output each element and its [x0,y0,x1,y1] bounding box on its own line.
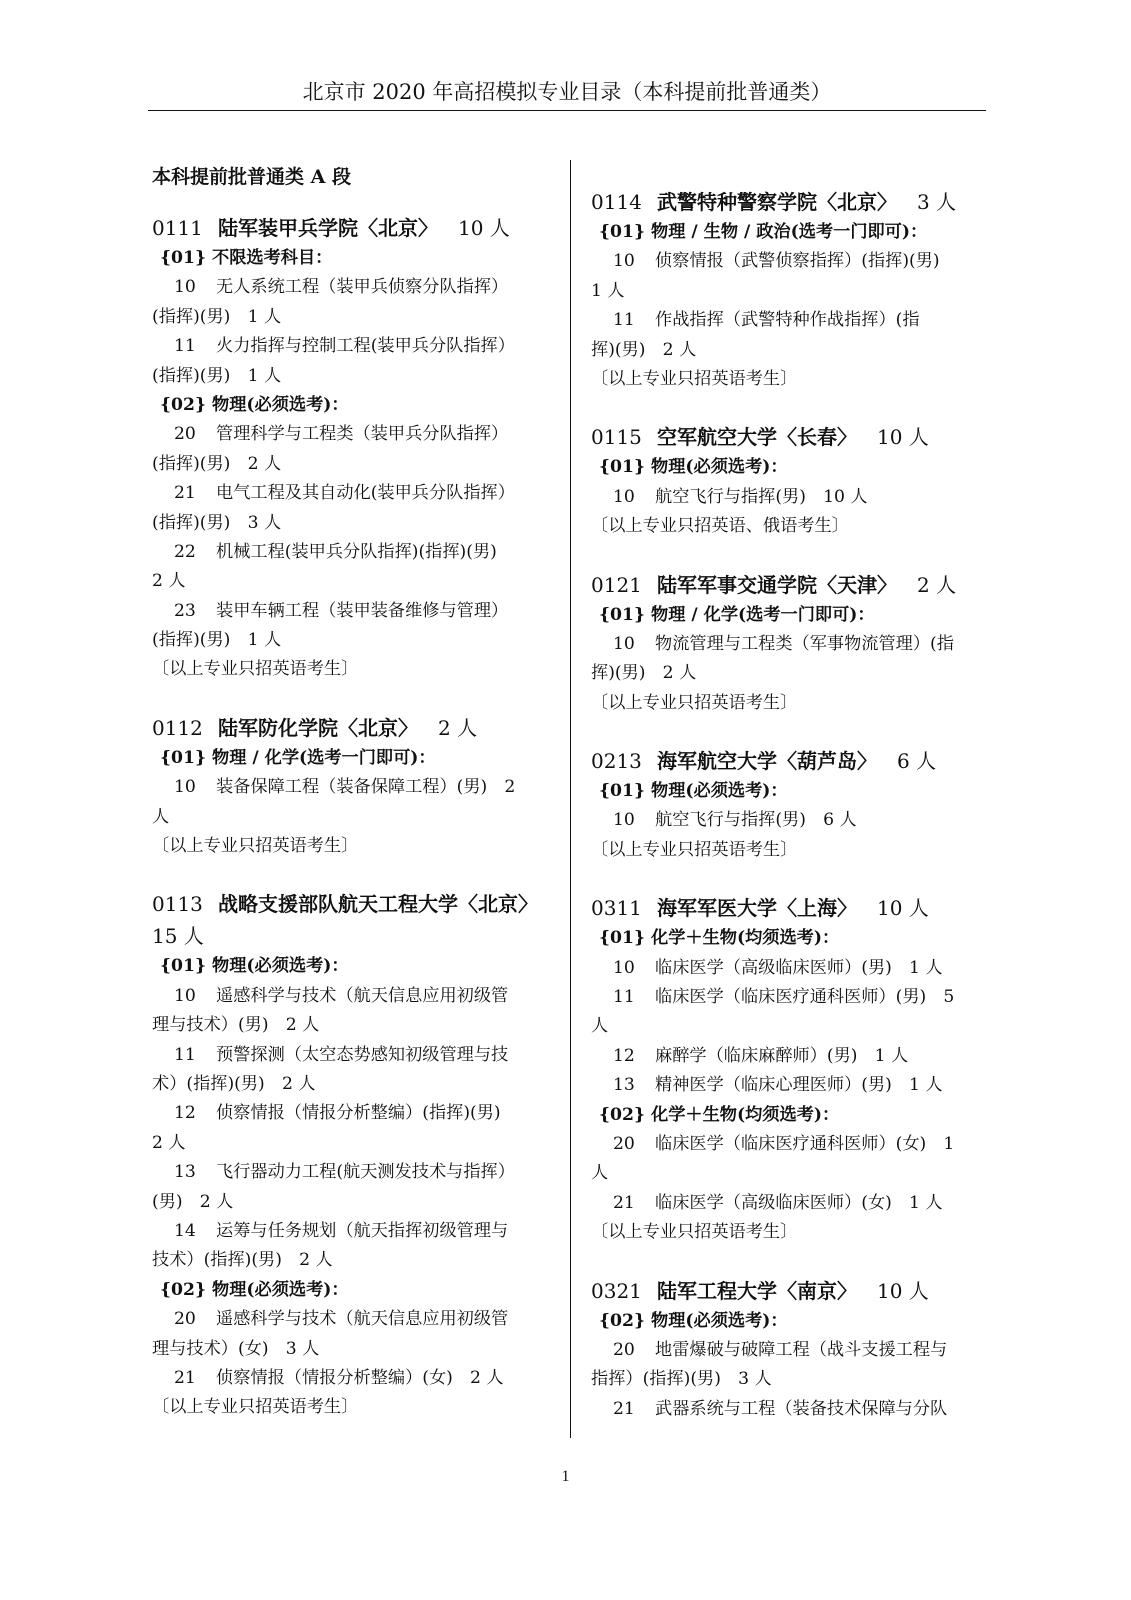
school-heading [591,745,991,777]
major-continuation: 术）(指挥)(男) 2 人 [152,1073,316,1094]
major-code: 14 [174,1220,196,1241]
subject-group: {02} 物理(必须选考)： [160,394,349,415]
major-text: 预警探测（太空态势感知初级管理与技 [216,1044,509,1065]
major-text: 物流管理与工程类（军事物流管理）(指 [655,633,954,654]
language-note: 〔以上专业只招英语考生〕 [591,368,798,389]
subject-group: {02} 物理(必须选考)： [599,1310,788,1331]
major-line [152,1305,552,1334]
school-heading [591,1275,991,1307]
major-code: 10 [613,810,635,831]
major-code: 11 [174,1044,196,1065]
major-text: 运筹与任务规划（航天指挥初级管理与 [216,1220,509,1241]
major-continuation: 技术）(指挥)(男) 2 人 [152,1250,333,1271]
major-code: 10 [174,985,196,1006]
school-name: 战略支援部队航天工程大学〈北京〉 [218,892,538,917]
subject-group: {02} 化学＋生物(均须选考)： [599,1104,840,1125]
major-code: 21 [174,483,196,504]
major-code: 11 [174,336,196,357]
school-code: 0112 [152,715,203,740]
school-name: 武警特种警察学院〈北京〉 [657,190,897,214]
major-continuation: 人 [591,1016,609,1037]
major-continuation: 人 [152,806,170,827]
major-line [152,773,552,802]
major-continuation: 理与技术）(男) 2 人 [152,1015,320,1036]
major-text: 无人系统工程（装甲兵侦察分队指挥） [216,277,509,298]
school-heading [591,892,991,924]
major-line [152,597,552,626]
school-name: 陆军防化学院〈北京〉 [218,715,418,740]
major-line [152,1158,552,1187]
major-code: 21 [613,1192,635,1213]
page-number: 1 [561,1468,570,1485]
major-continuation: 人 [591,1163,609,1184]
major-line [591,483,991,512]
major-text: 临床医学（高级临床医师）(男) 1 人 [655,957,943,978]
major-code: 20 [174,1309,196,1330]
major-code: 20 [613,1339,635,1360]
subject-group: {01} 物理 / 生物 / 政治(选考一门即可)： [599,222,928,242]
school-block-0311 [591,892,991,1247]
major-text: 机械工程(装甲兵分队指挥)(指挥)(男) [216,541,497,562]
subject-group: {01} 物理(必须选考)： [599,457,788,478]
major-code: 10 [613,486,635,507]
language-note: 〔以上专业只招英语考生〕 [152,1397,359,1418]
major-line [591,630,991,659]
major-code: 12 [613,1045,635,1066]
school-name: 海军军医大学〈上海〉 [657,896,857,921]
major-continuation: (指挥)(男) 1 人 [152,630,282,651]
school-quota: 10 人 [877,1278,929,1303]
major-code: 10 [174,777,196,798]
subject-group: {02} 物理(必须选考)： [160,1279,349,1300]
school-block-0111 [152,212,552,685]
language-note: 〔以上专业只招英语考生〕 [591,839,798,860]
school-block-0114 [591,186,991,394]
column-divider [570,160,571,1438]
school-block-0112 [152,712,552,862]
header-rule [148,110,986,111]
language-note: 〔以上专业只招英语考生〕 [152,836,359,857]
subject-group: {01} 物理 / 化学(选考一门即可)： [599,604,875,625]
major-code: 20 [174,424,196,445]
school-code: 0121 [591,572,642,597]
major-line [152,479,552,508]
major-line [591,306,991,335]
major-text: 侦察情报（情报分析整编）(指挥)(男) [216,1103,501,1124]
school-name: 海军航空大学〈葫芦岛〉 [657,749,877,774]
major-line [591,806,991,835]
school-code: 0321 [591,1278,642,1303]
section-title: 本科提前批普通类 A 段 [152,166,351,188]
school-quota: 10 人 [877,425,929,450]
language-note: 〔以上专业只招英语考生〕 [591,1222,798,1243]
page-header-title: 北京市 2020 年高招模拟专业目录（本科提前批普通类） [302,80,832,104]
school-quota: 3 人 [917,190,957,214]
major-text: 临床医学（临床医疗通科医师）(男) 5 [655,987,955,1008]
major-text: 遥感科学与技术（航天信息应用初级管 [216,1309,509,1330]
school-code: 0213 [591,749,642,774]
school-quota: 2 人 [438,715,478,740]
left-column [152,160,552,1450]
major-continuation: (男) 2 人 [152,1191,234,1212]
major-continuation: 理与技术）(女) 3 人 [152,1338,320,1359]
school-name: 陆军军事交通学院〈天津〉 [657,572,897,597]
major-continuation: 2 人 [152,1132,186,1153]
subject-group: {01} 化学＋生物(均须选考)： [599,928,840,949]
major-text: 航空飞行与指挥(男) 6 人 [655,810,857,831]
subject-group: {01} 物理 / 化学(选考一门即可)： [160,747,436,768]
major-text: 麻醉学（临床麻醉师）(男) 1 人 [655,1045,909,1066]
major-code: 22 [174,541,196,562]
major-code: 10 [613,633,635,654]
right-column [591,186,991,1451]
major-continuation: (指挥)(男) 1 人 [152,365,282,386]
major-code: 11 [613,987,635,1008]
major-text: 装备保障工程（装备保障工程）(男) 2 [216,777,516,798]
school-block-0321 [591,1275,991,1425]
school-quota: 6 人 [897,749,937,774]
major-code: 10 [613,957,635,978]
major-line [591,1071,991,1100]
language-note: 〔以上专业只招英语考生〕 [152,659,359,680]
major-line [152,1099,552,1128]
language-note: 〔以上专业只招英语考生〕 [591,692,798,713]
major-line [591,1395,991,1424]
major-continuation: 挥)(男) 2 人 [591,339,697,360]
major-continuation: 指挥）(指挥)(男) 3 人 [591,1369,772,1390]
major-line [591,1042,991,1071]
school-quota: 2 人 [917,572,957,597]
major-continuation: (指挥)(男) 3 人 [152,512,282,533]
major-continuation: 1 人 [591,280,625,301]
major-code: 10 [174,277,196,298]
major-code: 12 [174,1103,196,1124]
major-line [152,982,552,1011]
major-text: 侦察情报（情报分析整编）(女) 2 人 [216,1367,504,1388]
major-code: 10 [613,251,635,272]
school-heading [152,712,552,744]
major-line [152,1041,552,1070]
major-text: 遥感科学与技术（航天信息应用初级管 [216,985,509,1006]
major-line [591,983,991,1012]
major-line [591,1130,991,1159]
major-text: 临床医学（高级临床医师）(女) 1 人 [655,1192,943,1213]
school-code: 0113 [152,892,203,917]
major-text: 精神医学（临床心理医师）(男) 1 人 [655,1075,943,1096]
school-block-0213 [591,745,991,865]
major-line [591,954,991,983]
school-code: 0114 [591,190,642,214]
school-name: 陆军工程大学〈南京〉 [657,1278,857,1303]
major-line [152,420,552,449]
subject-group: {01} 物理(必须选考)： [160,956,349,977]
major-line [152,1364,552,1393]
major-text: 电气工程及其自动化(装甲兵分队指挥） [216,483,515,504]
major-code: 11 [613,310,635,331]
major-text: 火力指挥与控制工程(装甲兵分队指挥） [216,336,515,357]
school-block-0121 [591,569,991,719]
major-code: 13 [613,1075,635,1096]
major-line [152,273,552,302]
major-code: 20 [613,1133,635,1154]
school-code: 0111 [152,216,203,240]
major-code: 23 [174,600,196,621]
school-heading [152,888,552,920]
major-line [152,538,552,567]
school-heading [152,212,552,244]
school-name: 空军航空大学〈长春〉 [657,425,857,450]
major-continuation: (指挥)(男) 1 人 [152,306,282,327]
school-quota: 15 人 [152,924,204,949]
subject-group: {01} 不限选考科目： [160,248,333,268]
major-text: 临床医学（临床医疗通科医师）(女) 1 [655,1133,955,1154]
major-line [591,1336,991,1365]
school-name: 陆军装甲兵学院〈北京〉 [218,216,438,240]
major-text: 航空飞行与指挥(男) 10 人 [655,486,868,507]
major-text: 装甲车辆工程（装甲装备维修与管理） [216,600,509,621]
major-text: 飞行器动力工程(航天测发技术与指挥） [216,1162,515,1183]
major-text: 管理科学与工程类（装甲兵分队指挥） [216,424,509,445]
major-line [152,1217,552,1246]
school-heading [591,186,991,218]
subject-group: {01} 物理(必须选考)： [599,781,788,802]
school-quota: 10 人 [877,896,929,921]
major-text: 武器系统与工程（装备技术保障与分队 [655,1398,948,1419]
major-continuation: 挥)(男) 2 人 [591,663,697,684]
major-continuation: (指挥)(男) 2 人 [152,453,282,474]
major-line [591,247,991,276]
major-code: 13 [174,1162,196,1183]
major-text: 作战指挥（武警特种作战指挥）(指 [655,310,920,331]
school-block-0115 [591,421,991,541]
major-text: 地雷爆破与破障工程（战斗支援工程与 [655,1339,948,1360]
school-code: 0311 [591,896,642,921]
school-heading [591,569,991,601]
major-text: 侦察情报（武警侦察指挥）(指挥)(男) [655,251,940,272]
major-continuation: 2 人 [152,571,186,592]
school-code: 0115 [591,425,642,450]
major-code: 21 [174,1367,196,1388]
major-line [591,1189,991,1218]
school-quota-line [152,920,552,952]
language-note: 〔以上专业只招英语、俄语考生〕 [591,516,849,537]
major-line [152,332,552,361]
school-block-0113 [152,888,552,1422]
school-heading [591,421,991,453]
school-quota: 10 人 [458,216,510,240]
major-code: 21 [613,1398,635,1419]
